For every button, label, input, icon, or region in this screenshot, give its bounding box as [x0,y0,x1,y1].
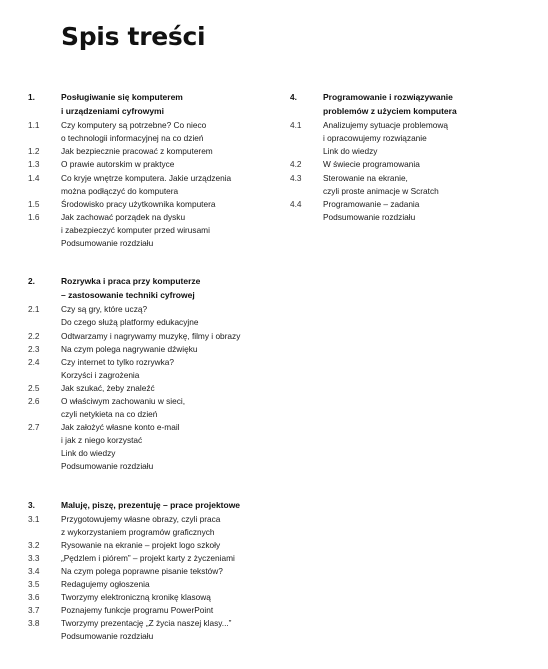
entry-title: Co kryje wnętrze komputera. Jakie urządzenia [61,172,232,183]
toc-section [28,275,278,473]
entry-title: O właściwym zachowaniu w sieci, [61,395,186,406]
toc-entry[interactable] [28,604,278,617]
toc-entry[interactable] [28,145,278,158]
entry-title: Jak założyć własne konto e-mail [61,422,180,433]
entry-title: Rysowanie na ekranie – projekt logo szkoły [61,539,221,550]
toc-entry[interactable] [290,132,540,145]
entry-number [290,211,323,224]
toc-entry[interactable] [28,330,278,343]
entry-number: 4.2 [290,159,302,170]
toc-entry[interactable] [28,526,278,539]
entry-number: 1.4 [28,172,40,183]
entry-number: 4.3 [290,172,302,183]
entry-number [290,145,323,158]
toc-entry[interactable] [28,565,278,578]
entry-title: czyli proste animacje w Scratch [323,185,439,196]
entry-number [28,185,61,198]
entry-title: Korzyści i zagrożenia [61,369,140,380]
chapter-number: 4. [290,92,297,102]
entry-title: z wykorzystaniem programów graficznych [61,526,215,537]
entry-number: 4.1 [290,120,302,131]
entry-number [28,369,61,382]
chapter-heading [28,275,278,288]
toc-entry[interactable] [28,237,278,250]
entry-number: 1.6 [28,211,40,222]
entry-number: 3.5 [28,579,40,590]
entry-number [28,316,61,329]
entry-number [28,630,61,643]
entry-number: 3.6 [28,592,40,603]
entry-number [28,526,61,539]
entry-number: 1.5 [28,198,40,209]
chapter-title: Posługiwanie się komputerem [61,92,183,102]
toc-entry[interactable] [28,369,278,382]
entry-number: 3.3 [28,552,40,563]
entry-number: 3.2 [28,539,40,550]
entry-number: 2.6 [28,395,40,406]
chapter-number [28,105,61,118]
chapter-heading [290,91,540,104]
chapter-number: 2. [28,276,35,287]
entry-number [28,408,61,421]
entry-title: i zabezpieczyć komputer przed wirusami [61,224,210,235]
chapter-number [290,105,323,118]
entry-title: O prawie autorskim w praktyce [61,159,175,170]
entry-title: Na czym polega poprawne pisanie tekstów? [61,566,223,576]
entry-number: 3.8 [28,618,40,629]
toc-entry[interactable] [28,434,278,447]
toc-entry[interactable] [28,408,278,421]
chapter-title: Maluję, piszę, prezentuję – prace projektowe [61,499,241,510]
chapter-title: problemów z użyciem komputera [323,106,457,117]
chapter-title: i urządzeniami cyfrowymi [61,106,164,117]
entry-title: Analizujemy sytuacje problemową [323,120,448,131]
chapter-heading [28,499,278,512]
chapter-title: Rozrywka i praca przy komputerze [61,276,201,287]
entry-title: Podsumowanie rozdziału [61,461,154,472]
entry-number [28,447,61,460]
entry-title: i opracowujemy rozwiązanie [323,133,427,144]
page-title: Spis treści [61,22,206,51]
chapter-heading [28,91,278,104]
entry-number [28,434,61,447]
toc-entry[interactable] [28,356,278,369]
toc-entry[interactable] [28,591,278,604]
chapter-heading [28,289,278,302]
toc-entry[interactable] [28,316,278,329]
toc-entry[interactable] [28,382,278,395]
toc-entry[interactable] [28,395,278,408]
entry-number: 2.3 [28,343,40,354]
chapter-heading [28,105,278,118]
toc-entry[interactable] [28,343,278,356]
entry-title: Tworzymy prezentację „Z życia naszej klasy...” [61,618,232,629]
toc-entry[interactable] [28,447,278,460]
entry-number: 2.5 [28,382,40,393]
entry-title: Poznajemy funkcje programu PowerPoint [61,605,214,616]
toc-entry[interactable] [290,145,540,158]
toc-entry[interactable] [28,172,278,185]
toc-entry[interactable] [28,224,278,237]
entry-number: 1.3 [28,159,40,170]
toc-entry[interactable] [28,578,278,591]
toc-entry[interactable] [290,211,540,224]
entry-title: Przygotowujemy własne obrazy, czyli praca [61,513,221,524]
entry-title: Jak zachować porządek na dysku [61,211,186,222]
chapter-title: Programowanie i rozwiązywanie [323,92,453,102]
toc-entry[interactable] [290,185,540,198]
entry-number: 2.1 [28,304,40,315]
entry-title: Podsumowanie rozdziału [323,211,416,222]
entry-number [28,132,61,145]
entry-title: Redagujemy ogłoszenia [61,579,150,590]
entry-title: można podłączyć do komputera [61,185,179,196]
entry-number [28,237,61,250]
chapter-number: 3. [28,499,35,510]
entry-title: Czy internet to tylko rozrywka? [61,356,174,367]
toc-entry[interactable] [28,617,278,630]
toc-entry[interactable] [28,539,278,552]
chapter-heading [290,105,540,118]
entry-number: 2.2 [28,330,40,341]
toc-entry[interactable] [28,513,278,526]
toc-right-column [290,91,540,249]
entry-title: Do czego służą platformy edukacyjne [61,317,199,328]
toc-entry[interactable] [28,158,278,171]
entry-title: i jak z niego korzystać [61,435,143,446]
entry-number: 2.4 [28,356,40,367]
entry-number: 3.4 [28,566,40,576]
toc-entry[interactable] [28,132,278,145]
entry-number [28,224,61,237]
entry-number [28,460,61,473]
entry-number: 4.4 [290,198,302,209]
entry-number: 1.2 [28,146,40,157]
entry-title: W świecie programowania [323,159,420,170]
toc-section [28,499,278,644]
entry-title: Podsumowanie rozdziału [61,631,154,642]
toc-entry[interactable] [28,303,278,316]
toc-entry[interactable] [28,630,278,643]
entry-title: o technologii informacyjnej na co dzień [61,133,204,144]
entry-title: Link do wiedzy [61,448,116,459]
toc-entry[interactable] [290,158,540,171]
entry-title: Sterowanie na ekranie, [323,172,408,183]
entry-number: 3.1 [28,513,40,524]
entry-title: Link do wiedzy [323,146,378,157]
chapter-number [28,289,61,302]
entry-number: 1.1 [28,120,40,131]
toc-entry[interactable] [28,460,278,473]
chapter-number: 1. [28,92,35,102]
entry-title: Jak szukać, żeby znaleźć [61,382,155,393]
entry-title: Czy są gry, które uczą? [61,304,148,315]
toc-entry[interactable] [28,119,278,132]
toc-entry[interactable] [290,172,540,185]
entry-title: Czy komputery są potrzebne? Co nieco [61,120,207,131]
toc-section [28,91,278,250]
entry-number [290,132,323,145]
chapter-title: – zastosowanie techniki cyfrowej [61,290,195,301]
toc-entry[interactable] [290,119,540,132]
entry-title: Środowisko pracy użytkownika komputera [61,198,216,209]
toc-entry[interactable] [290,198,540,211]
entry-title: Jak bezpiecznie pracować z komputerem [61,146,213,157]
toc-entry[interactable] [28,211,278,224]
toc-entry[interactable] [28,198,278,211]
toc-entry[interactable] [28,185,278,198]
entry-title: Na czym polega nagrywanie dźwięku [61,343,198,354]
toc-entry[interactable] [28,421,278,434]
entry-title: „Pędzlem i piórem” – projekt karty z życzeniami [61,552,235,563]
entry-title: czyli netykieta na co dzień [61,409,158,420]
entry-title: Tworzymy elektroniczną kronikę klasową [61,592,211,603]
toc-entry[interactable] [28,552,278,565]
entry-title: Odtwarzamy i nagrywamy muzykę, filmy i obrazy [61,330,241,341]
entry-title: Programowanie – zadania [323,198,420,209]
entry-number: 2.7 [28,422,40,433]
entry-title: Podsumowanie rozdziału [61,238,154,249]
entry-number: 3.7 [28,605,40,616]
toc-section [290,91,540,224]
entry-number [290,185,323,198]
toc-left-column [28,91,278,669]
